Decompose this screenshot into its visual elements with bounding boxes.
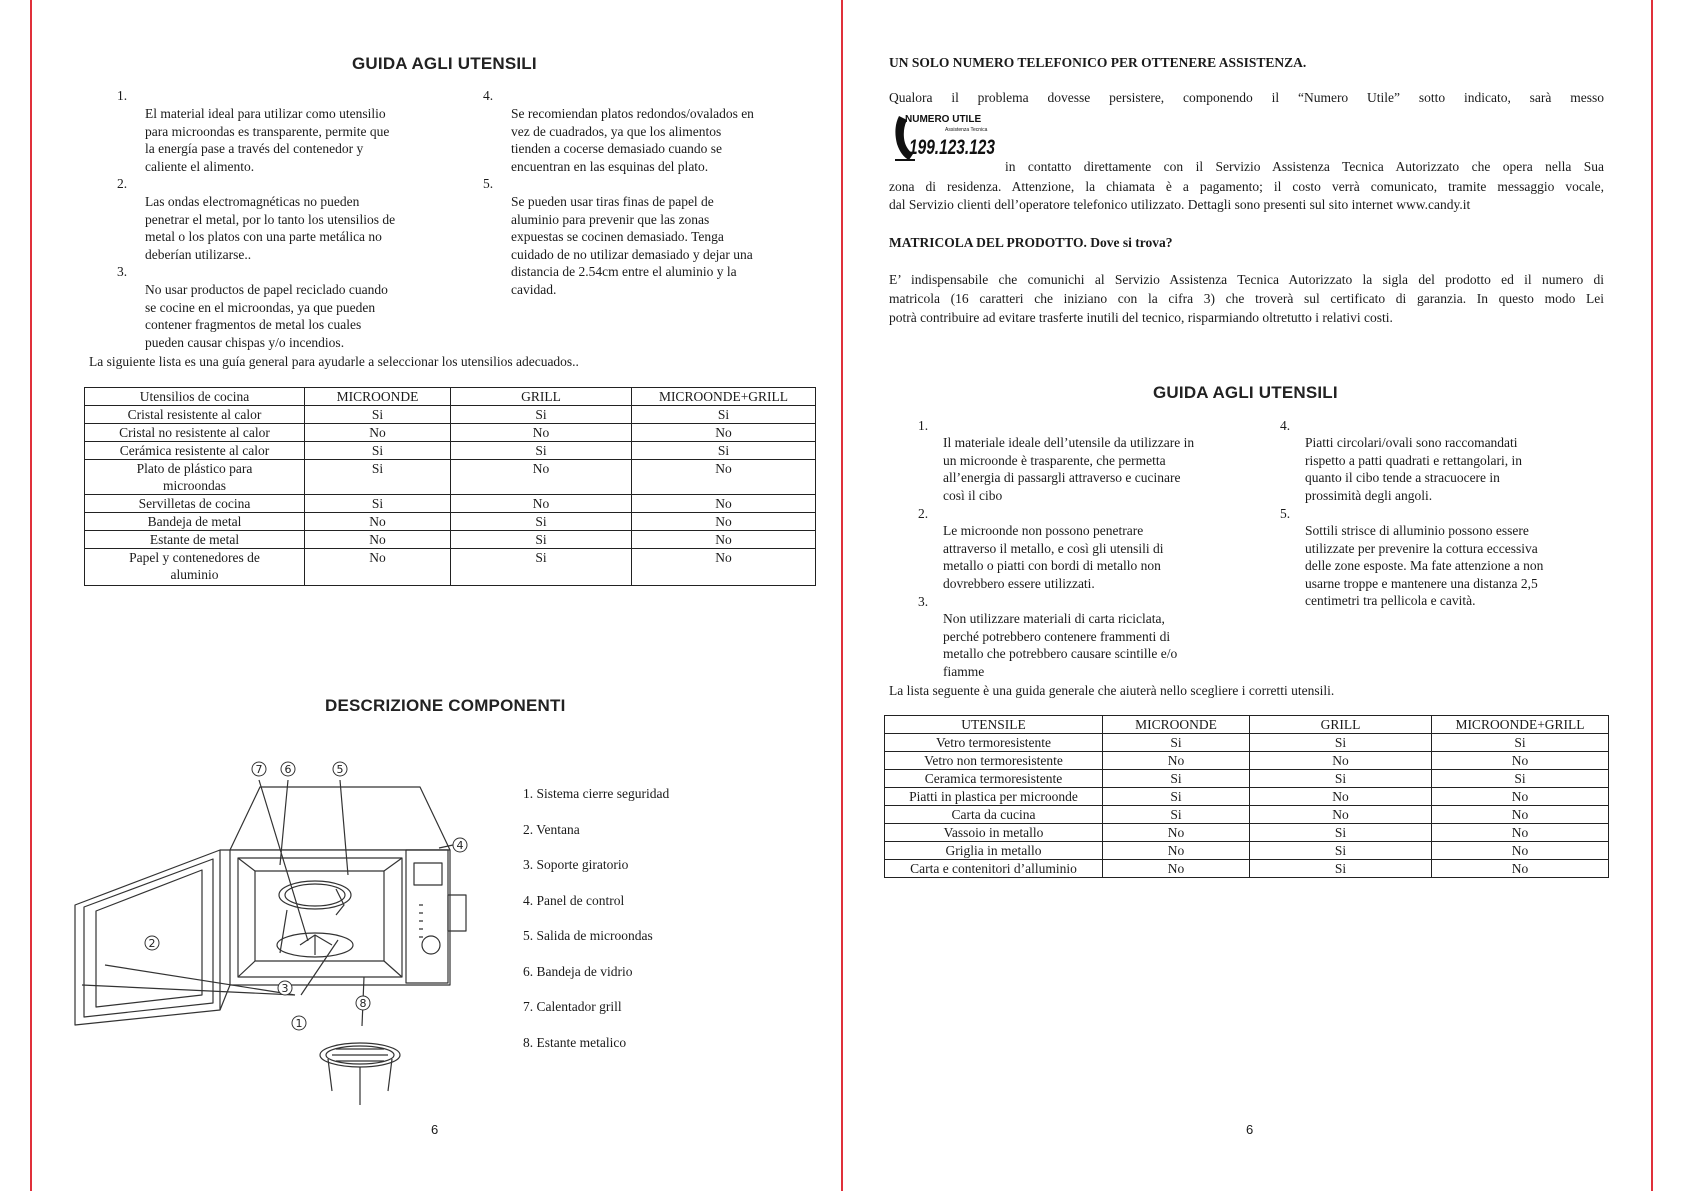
right-item-3-text: Non utilizzare materiali di carta riciclata, perché potrebbero contenere frammenti di metallo che potrebbero causare scintille e/o fiamme — [943, 611, 1178, 679]
table-row: Carta e contenitori d’alluminio No Si No — [885, 860, 1609, 878]
left-item-4-text: Se recomiendan platos redondos/ovalados en vez de cuadrados, ya que los alimentos tienden a cocerse demasiado cuando se encuentran en las esquinas del plato. — [511, 106, 754, 174]
left-item-1-text: El material ideal para utilizar como utensilio para microondas es transparente, permite que la energía pase a través del contenedor y caliente el alimento. — [145, 106, 390, 174]
components-list — [523, 786, 669, 1070]
diagram-label-5: 5 — [336, 763, 344, 776]
microwave-diagram — [70, 755, 490, 1115]
table-row: Carta da cucina Si No No — [885, 806, 1609, 824]
table-row: Piatti in plastica per microonde Si No No — [885, 788, 1609, 806]
left-title: GUIDA AGLI UTENSILI — [352, 54, 537, 73]
table-row: Cristal resistente al calor Si Si Si — [85, 406, 816, 424]
right-item-1-text: Il materiale ideale dell’utensile da utilizzare in un microonde è trasparente, che permetta all’energia di passargli attraverso e cucinare così il cibo — [943, 435, 1195, 503]
left-item-1-number: 1. — [117, 88, 128, 103]
assistance-heading: UN SOLO NUMERO TELEFONICO PER OTTENERE ASSISTENZA. — [889, 55, 1307, 70]
table-row: Ceramica termoresistente Si Si Si — [885, 770, 1609, 788]
table-row: Estante de metal No Si No — [85, 531, 816, 549]
list-item: 7. Calentador grill — [523, 999, 622, 1014]
right-item-2-number: 2. — [918, 506, 929, 521]
table-header-row: UTENSILE MICROONDE GRILL MICROONDE+GRILL — [885, 716, 1609, 734]
left-item-3-text: No usar productos de papel reciclado cuando se cocine en el microondas, ya que pueden contener fragmentos de metal los cuales pueden causar chispas y/o incendios. — [145, 282, 388, 350]
phone-icon — [889, 110, 1001, 166]
diagram-label-6: 6 — [284, 763, 292, 776]
table-row: Vetro non termoresistente No No No — [885, 752, 1609, 770]
table-row: Servilletas de cocina Si No No — [85, 495, 816, 513]
assistance-paragraph-first-line: Qualora il problema dovesse persistere, componendo il “Numero Utile” sotto indicato, sarà messo — [889, 90, 1604, 105]
table-row: Plato de plástico para microondas Si No No — [85, 460, 816, 495]
logo-number: 199.123.123 — [909, 136, 996, 159]
assistance-paragraph-rest: zona di residenza. Attenzione, la chiamata è a pagamento; il costo verrà comunicato, tramite messaggio vocale, dal Servizio clienti dell’operatore telefonico utilizzato. Dettagli sono presenti sul sito internet www.candy.it — [889, 179, 1604, 212]
matricola-paragraph: E’ indispensabile che comunichi al Servizio Assistenza Tecnica Autorizzato la sigla del prodotto ed il numero di matricola (16 caratteri che iniziano con la cifra 3) che troverà sul certificato di garanzia. In questo modo Lei potrà contribuire ad evitare trasferte inutili del tecnico, risparmiando oltretutto i relativi costi. — [889, 272, 1604, 325]
right-margin-line — [1651, 0, 1653, 1191]
matricola-heading: MATRICOLA DEL PRODOTTO. Dove si trova? — [889, 235, 1173, 250]
list-item: 3. Soporte giratorio — [523, 857, 629, 872]
right-intro: La lista seguente è una guida generale che aiuterà nello scegliere i corretti utensili. — [889, 683, 1335, 698]
list-item: 8. Estante metalico — [523, 1034, 627, 1050]
logo-subtitle: Assistenza Tecnica — [945, 127, 988, 133]
list-item: 4. Panel de control — [523, 892, 625, 908]
diagram-label-1: 1 — [295, 1017, 303, 1030]
left-item-3-number: 3. — [117, 264, 128, 279]
table-row: Vassoio in metallo No Si No — [885, 824, 1609, 842]
list-item: 6. Bandeja de vidrio — [523, 963, 633, 979]
diagram-label-3: 3 — [281, 982, 289, 995]
left-intro: La siguiente lista es una guía general para ayudarle a seleccionar los utensilios adecuados.. — [89, 354, 579, 369]
right-utensil-table — [884, 715, 1609, 878]
table-row: Cerámica resistente al calor Si Si Si — [85, 442, 816, 460]
left-margin-line — [30, 0, 32, 1191]
list-item: 2. Ventana — [523, 821, 580, 837]
left-item-2-text: Las ondas electromagnéticas no pueden penetrar el metal, por lo tanto los utensilios de metal o los platos con una parte metálica no deberían utilizarse.. — [145, 194, 396, 262]
left-item-2-number: 2. — [117, 176, 128, 191]
table-row: Griglia in metallo No Si No — [885, 842, 1609, 860]
components-title: DESCRIZIONE COMPONENTI — [325, 696, 566, 715]
assistance-paragraph-line-1: in contatto direttamente con il Servizio Assistenza Tecnica Autorizzato che opera nella Sua — [1005, 159, 1604, 174]
right-title: GUIDA AGLI UTENSILI — [1153, 383, 1338, 402]
diagram-label-7: 7 — [255, 763, 263, 776]
left-utensil-table — [84, 387, 816, 586]
numero-utile-logo — [889, 110, 1001, 166]
right-item-5-number: 5. — [1280, 506, 1291, 521]
right-item-2-text: Le microonde non possono penetrare attraverso il metallo, e così gli utensili di metallo o piatti con bordi di metallo non dovrebbero essere utilizzati. — [943, 523, 1164, 591]
diagram-label-8: 8 — [359, 997, 367, 1010]
logo-title: NUMERO UTILE — [905, 114, 982, 125]
right-item-5-text: Sottili strisce di alluminio possono essere utilizzate per prevenire la cottura eccessiva delle zone esposte. Ma fate attenzione a non usarne troppe e mantenere una distanza 2,5 centimetri tra pellicola e cavità. — [1305, 523, 1544, 609]
table-row: Vetro termoresistente Si Si Si — [885, 734, 1609, 752]
table-row: Bandeja de metal No Si No — [85, 513, 816, 531]
list-item: 5. Salida de microondas — [523, 928, 653, 943]
list-item: 1. Sistema cierre seguridad — [523, 786, 670, 801]
table-header-row: Utensilios de cocina MICROONDE GRILL MICROONDE+GRILL — [85, 388, 816, 406]
right-item-1-number: 1. — [918, 418, 929, 433]
right-item-4-text: Piatti circolari/ovali sono raccomandati rispetto a patti quadrati e rettangolari, in quanto il cibo tende a stracuocere in prossimità degli angoli. — [1305, 435, 1523, 503]
left-item-4-number: 4. — [483, 88, 494, 103]
center-margin-line — [841, 0, 843, 1191]
table-row: Papel y contenedores de aluminio No Si No — [85, 549, 816, 586]
table-row: Cristal no resistente al calor No No No — [85, 424, 816, 442]
left-page-number: 6 — [431, 1122, 439, 1137]
diagram-label-4: 4 — [456, 839, 464, 852]
diagram-label-2: 2 — [148, 937, 156, 950]
right-page-number: 6 — [1246, 1122, 1254, 1137]
left-item-5-number: 5. — [483, 176, 494, 191]
right-item-4-number: 4. — [1280, 418, 1291, 433]
right-item-3-number: 3. — [918, 594, 929, 609]
left-item-5-text: Se pueden usar tiras finas de papel de aluminio para prevenir que las zonas expuestas se cocinen demasiado. Tenga cuidado de no utilizar demasiado y dejar una distancia de 2.54cm entre el aluminio y la cavidad. — [511, 194, 753, 297]
